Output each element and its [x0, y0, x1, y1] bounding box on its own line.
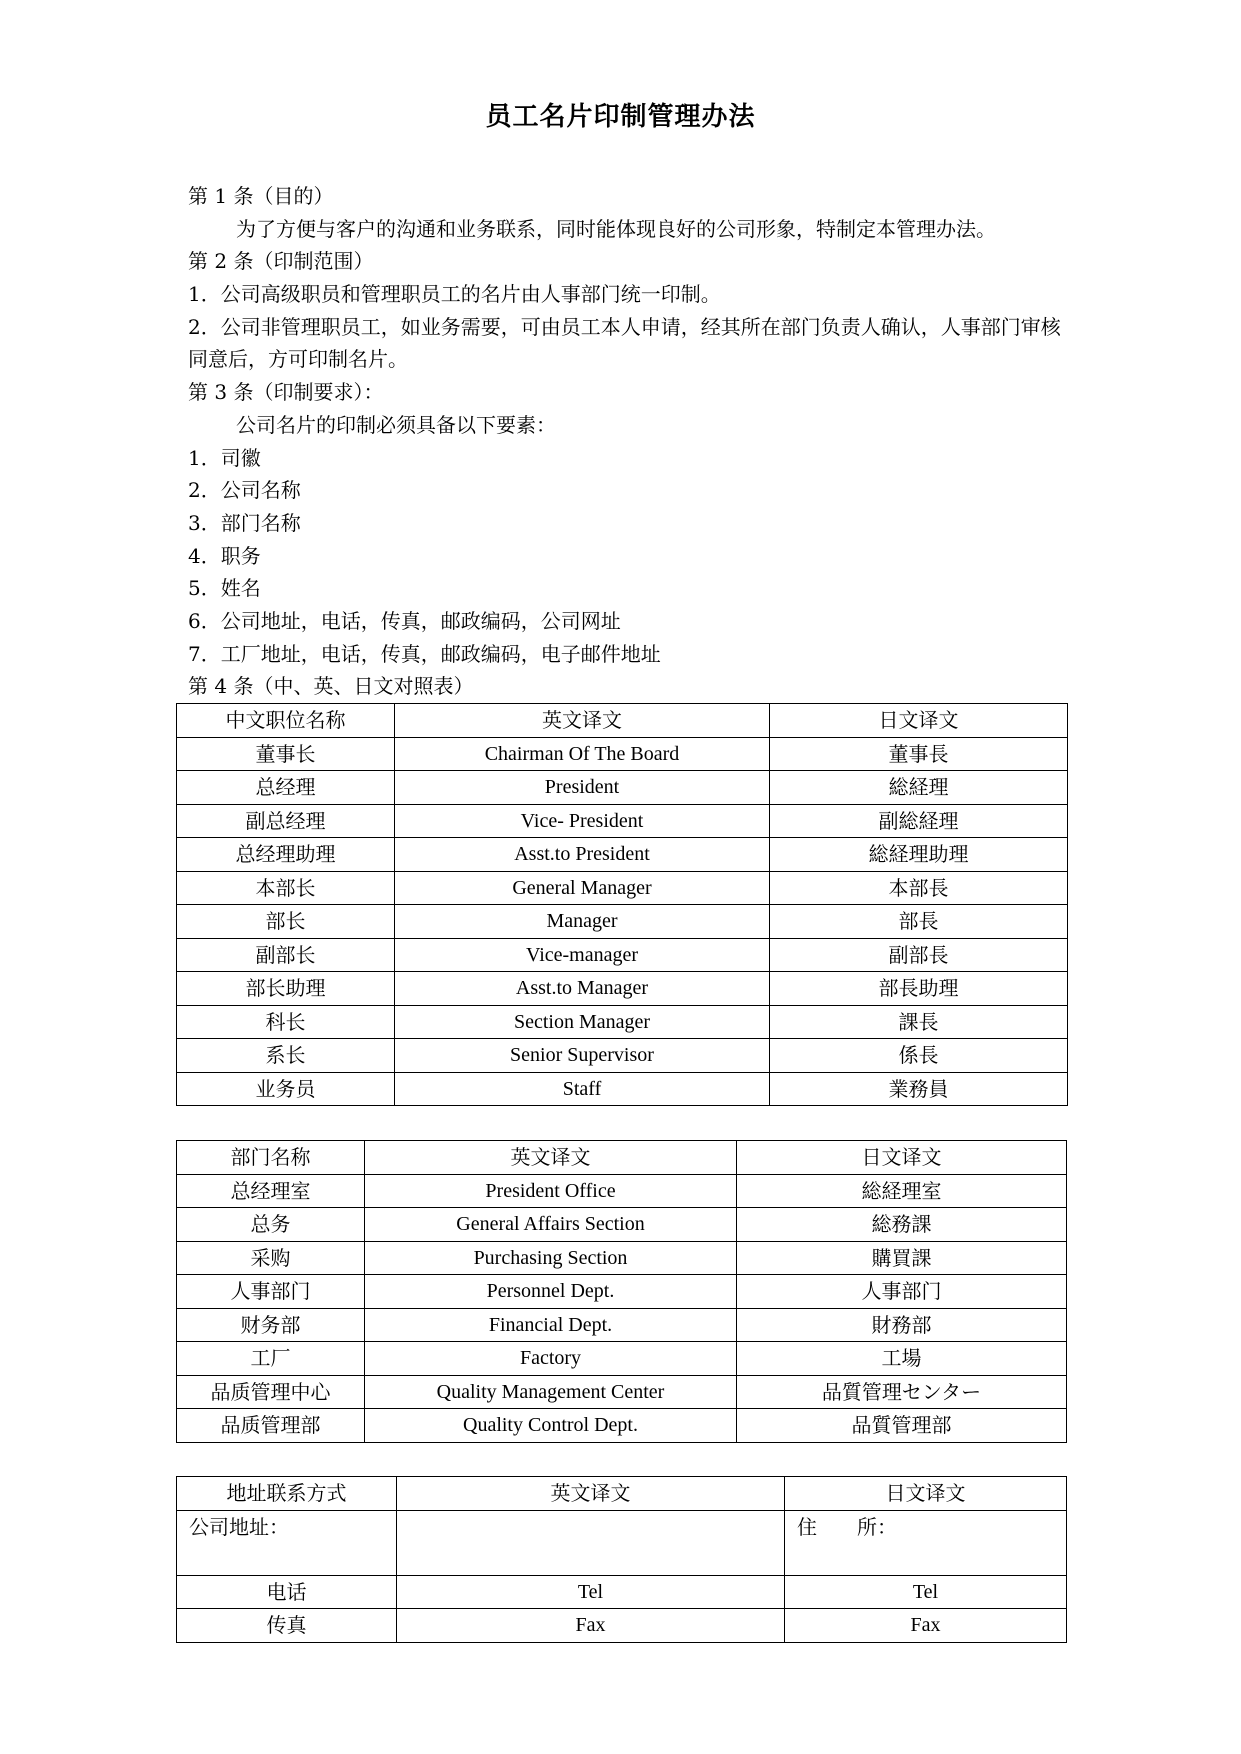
article-3-item: 1．司徽	[188, 445, 261, 470]
english-cell: Quality Management Center	[365, 1375, 737, 1409]
chinese-cell: 总经理室	[177, 1174, 365, 1208]
english-cell: Chairman Of The Board	[395, 737, 770, 771]
english-cell: Purchasing Section	[365, 1241, 737, 1275]
chinese-cell: 采购	[177, 1241, 365, 1275]
departments-table	[176, 1140, 1067, 1443]
english-cell: Senior Supervisor	[395, 1039, 770, 1073]
header-cell: 日文译文	[770, 704, 1068, 738]
japanese-cell: 品質管理部	[737, 1409, 1067, 1443]
table-row	[177, 1342, 1067, 1376]
table-row	[177, 1174, 1067, 1208]
chinese-cell: 人事部门	[177, 1275, 365, 1309]
japanese-cell: 副部長	[770, 938, 1068, 972]
article-3-item: 7．工厂地址，电话，传真，邮政编码，电子邮件地址	[188, 641, 661, 666]
english-cell: Financial Dept.	[365, 1308, 737, 1342]
english-cell: President	[395, 771, 770, 805]
table-row	[177, 1575, 1067, 1609]
document-body	[188, 180, 1068, 703]
table-row	[177, 804, 1068, 838]
table-row	[177, 771, 1068, 805]
header-cell: 地址联系方式	[177, 1477, 397, 1511]
chinese-cell: 总经理	[177, 771, 395, 805]
positions-table	[176, 703, 1068, 1106]
english-cell: Quality Control Dept.	[365, 1409, 737, 1443]
company-address-cell: 公司地址：	[177, 1510, 397, 1575]
english-cell: Vice- President	[395, 804, 770, 838]
english-cell: Asst.to Manager	[395, 972, 770, 1006]
english-cell: General Manager	[395, 871, 770, 905]
japanese-cell: 業務員	[770, 1072, 1068, 1106]
japanese-cell: 人事部门	[737, 1275, 1067, 1309]
japanese-cell: 総経理室	[737, 1174, 1067, 1208]
article-2-heading: 第 2 条（印制范围）	[188, 249, 374, 274]
header-cell: 部门名称	[177, 1141, 365, 1175]
table-row	[177, 1409, 1067, 1443]
header-cell: 英文译文	[365, 1141, 737, 1175]
table-row	[177, 737, 1068, 771]
english-address-cell	[397, 1510, 785, 1575]
chinese-cell: 工厂	[177, 1342, 365, 1376]
article-3-item: 5．姓名	[188, 576, 261, 601]
table-row	[177, 1208, 1067, 1242]
table-header-row	[177, 704, 1068, 738]
chinese-cell: 部长助理	[177, 972, 395, 1006]
table-row	[177, 838, 1068, 872]
english-cell: Fax	[397, 1609, 785, 1643]
english-cell: Manager	[395, 905, 770, 939]
table-row	[177, 938, 1068, 972]
table-row	[177, 1308, 1067, 1342]
header-cell: 日文译文	[785, 1477, 1067, 1511]
header-cell: 中文职位名称	[177, 704, 395, 738]
japanese-cell: 品質管理センター	[737, 1375, 1067, 1409]
english-cell: Vice-manager	[395, 938, 770, 972]
chinese-cell: 财务部	[177, 1308, 365, 1342]
header-cell: 日文译文	[737, 1141, 1067, 1175]
english-cell: Factory	[365, 1342, 737, 1376]
article-2-item: 2．公司非管理职员工，如业务需要，可由员工本人申请，经其所在部门负责人确认，人事部门审核同意后，方可印制名片。	[188, 314, 1061, 372]
table-row	[177, 1609, 1067, 1643]
japanese-cell: Fax	[785, 1609, 1067, 1643]
chinese-cell: 业务员	[177, 1072, 395, 1106]
japanese-cell: 董事長	[770, 737, 1068, 771]
article-3-item: 4．职务	[188, 543, 261, 568]
japanese-cell: 総経理	[770, 771, 1068, 805]
article-3-item: 6．公司地址，电话，传真，邮政编码，公司网址	[188, 608, 621, 633]
japanese-cell: 総務課	[737, 1208, 1067, 1242]
address-row	[177, 1510, 1067, 1575]
table-row	[177, 871, 1068, 905]
table-row	[177, 1072, 1068, 1106]
chinese-cell: 系长	[177, 1039, 395, 1073]
chinese-cell: 电话	[177, 1575, 397, 1609]
article-2-item: 1．公司高级职员和管理职员工的名片由人事部门统一印制。	[188, 282, 721, 307]
chinese-cell: 品质管理中心	[177, 1375, 365, 1409]
chinese-cell: 科长	[177, 1005, 395, 1039]
japanese-address-cell: 住 所：	[785, 1510, 1067, 1575]
chinese-cell: 总经理助理	[177, 838, 395, 872]
table-row	[177, 1039, 1068, 1073]
chinese-cell: 部长	[177, 905, 395, 939]
chinese-cell: 副总经理	[177, 804, 395, 838]
chinese-cell: 品质管理部	[177, 1409, 365, 1443]
japanese-cell: 購買課	[737, 1241, 1067, 1275]
table-row	[177, 1005, 1068, 1039]
header-cell: 英文译文	[395, 704, 770, 738]
header-cell: 英文译文	[397, 1477, 785, 1511]
document-title: 员工名片印制管理办法	[485, 102, 756, 132]
table-header-row	[177, 1141, 1067, 1175]
english-cell: Staff	[395, 1072, 770, 1106]
japanese-cell: 課長	[770, 1005, 1068, 1039]
table-row	[177, 1375, 1067, 1409]
japanese-cell: 部長	[770, 905, 1068, 939]
japanese-cell: 本部長	[770, 871, 1068, 905]
article-1-heading: 第 1 条（目的）	[188, 184, 334, 208]
english-cell: Tel	[397, 1575, 785, 1609]
article-1-text: 为了方便与客户的沟通和业务联系，同时能体现良好的公司形象，特制定本管理办法。	[236, 216, 996, 241]
japanese-cell: 総経理助理	[770, 838, 1068, 872]
article-3-item: 3．部门名称	[188, 510, 301, 535]
japanese-cell: Tel	[785, 1575, 1067, 1609]
table-row	[177, 905, 1068, 939]
table-header-row	[177, 1477, 1067, 1511]
japanese-cell: 副総経理	[770, 804, 1068, 838]
english-cell: Asst.to President	[395, 838, 770, 872]
table-row	[177, 972, 1068, 1006]
japanese-cell: 財務部	[737, 1308, 1067, 1342]
japanese-cell: 部長助理	[770, 972, 1068, 1006]
contact-table	[176, 1476, 1067, 1643]
chinese-cell: 副部长	[177, 938, 395, 972]
english-cell: Section Manager	[395, 1005, 770, 1039]
chinese-cell: 董事长	[177, 737, 395, 771]
chinese-cell: 总务	[177, 1208, 365, 1242]
english-cell: President Office	[365, 1174, 737, 1208]
chinese-cell: 传真	[177, 1609, 397, 1643]
japanese-cell: 係長	[770, 1039, 1068, 1073]
english-cell: Personnel Dept.	[365, 1275, 737, 1309]
article-4-heading: 第 4 条（中、英、日文对照表）	[188, 674, 474, 699]
table-row	[177, 1275, 1067, 1309]
article-3-intro: 公司名片的印制必须具备以下要素：	[236, 412, 556, 437]
japanese-cell: 工場	[737, 1342, 1067, 1376]
article-3-heading: 第 3 条（印制要求）：	[188, 380, 384, 405]
english-cell: General Affairs Section	[365, 1208, 737, 1242]
chinese-cell: 本部长	[177, 871, 395, 905]
article-3-item: 2．公司名称	[188, 478, 301, 503]
table-row	[177, 1241, 1067, 1275]
